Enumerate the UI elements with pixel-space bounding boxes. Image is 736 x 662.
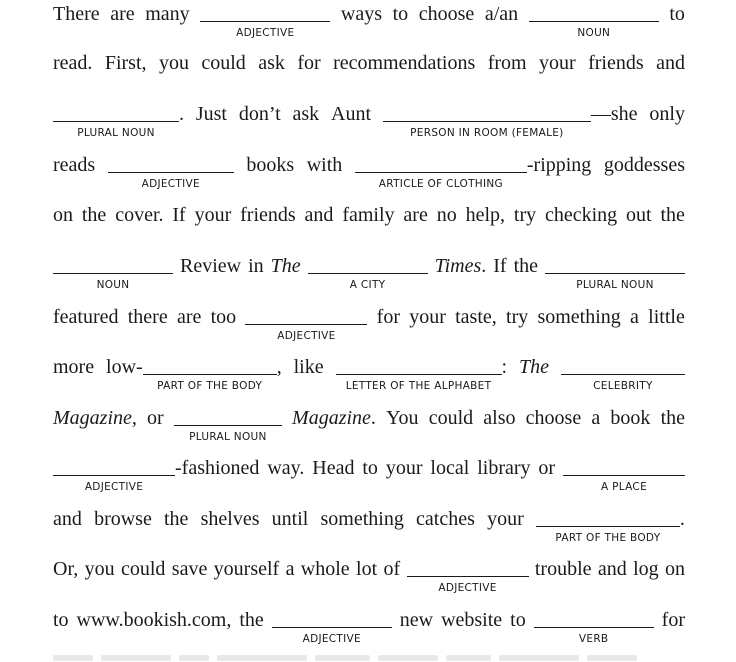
word: -ripping	[526, 154, 592, 176]
punctuation: .	[370, 407, 376, 429]
story-line-5	[53, 203, 685, 227]
punctuation: :	[501, 356, 508, 378]
blank-caption: LETTER OF THE ALPHABET	[345, 380, 492, 392]
word: something	[320, 508, 404, 530]
blank-line	[53, 475, 175, 476]
word: are	[403, 204, 428, 226]
blank-caption: ADJECTIVE	[236, 27, 295, 39]
word: of	[383, 558, 401, 580]
word: to	[669, 3, 685, 25]
word: you	[158, 52, 189, 74]
word: choose	[525, 407, 582, 429]
word: to	[53, 609, 69, 631]
word-group	[336, 355, 508, 392]
blank-caption: PLURAL NOUN	[77, 127, 155, 139]
word: low-	[106, 356, 143, 378]
word: recommendations	[333, 52, 476, 74]
blank-adjective[interactable]	[53, 456, 175, 493]
blank-caption: ADJECTIVE	[302, 633, 361, 645]
word-italic: The	[270, 255, 301, 277]
word: read.	[53, 52, 93, 74]
blank-line	[407, 576, 529, 577]
word-group	[435, 254, 487, 278]
blank-adjective[interactable]	[245, 305, 367, 342]
word: way.	[267, 457, 305, 479]
word-group	[355, 153, 592, 190]
blank-line	[245, 324, 367, 325]
punctuation: ,	[131, 407, 137, 429]
word: could	[201, 52, 246, 74]
blank-line	[534, 627, 654, 628]
word-group	[292, 406, 376, 430]
word: to	[392, 3, 409, 25]
word: too	[210, 306, 237, 328]
blank-line	[336, 374, 502, 375]
word-group	[53, 406, 137, 430]
story-line-8	[53, 355, 685, 392]
blank-line	[308, 273, 428, 274]
blank-part-of-the-body[interactable]	[143, 355, 277, 392]
blank-line	[561, 374, 685, 375]
blank-plural-noun[interactable]	[174, 406, 282, 443]
word: the	[164, 508, 189, 530]
word: something	[537, 306, 621, 328]
word: and	[304, 204, 334, 226]
blank-caption: ARTICLE OF CLOTHING	[378, 178, 503, 190]
word: on	[665, 558, 685, 580]
word: Aunt	[331, 103, 372, 125]
word-group	[383, 102, 638, 139]
word: —she	[590, 103, 638, 125]
word: the	[660, 407, 685, 429]
word: on	[53, 204, 73, 226]
blank-line	[143, 374, 277, 375]
word: Review	[179, 255, 242, 277]
word-italic: Magazine	[53, 407, 132, 429]
blank-caption: PERSON IN ROOM (FEMALE)	[410, 127, 564, 139]
word: browse	[94, 508, 152, 530]
word: or	[538, 457, 556, 479]
blank-adjective[interactable]	[407, 557, 529, 594]
word: more	[53, 356, 95, 378]
word: local	[430, 457, 470, 479]
word: catches	[416, 508, 475, 530]
word: your	[539, 52, 576, 74]
word: no	[436, 204, 457, 226]
word: a	[285, 558, 295, 580]
word-italic: The	[519, 356, 550, 378]
story-line-11	[53, 507, 685, 544]
blank-line	[174, 425, 282, 426]
word: you	[84, 558, 115, 580]
word: your	[487, 508, 524, 530]
word: yourself	[213, 558, 280, 580]
word: your	[409, 306, 446, 328]
word: the	[81, 204, 107, 226]
word: family	[342, 204, 395, 226]
blank-noun[interactable]	[53, 254, 173, 291]
word: with	[306, 154, 343, 176]
blank-letter-of-the-alphabet[interactable]	[336, 355, 502, 392]
blank-a-place[interactable]	[563, 456, 685, 493]
word: new	[399, 609, 434, 631]
word: a/an	[484, 3, 519, 25]
blank-caption: VERB	[578, 633, 609, 645]
blank-line	[545, 273, 685, 274]
blank-verb[interactable]	[534, 608, 654, 645]
word: lot	[356, 558, 378, 580]
word: there	[127, 306, 168, 328]
punctuation: .	[179, 103, 184, 125]
word-italic: Times	[434, 255, 482, 277]
blank-noun[interactable]	[529, 2, 659, 39]
word: your	[194, 204, 232, 226]
word-group	[53, 456, 260, 493]
word: try	[506, 306, 529, 328]
word: and	[656, 52, 685, 74]
word-group	[536, 507, 685, 544]
blank-caption: A PLACE	[600, 481, 648, 493]
punctuation: ,	[276, 356, 282, 378]
word: taste,	[455, 306, 497, 328]
word: to	[510, 609, 526, 631]
word: save	[171, 558, 208, 580]
word: trouble	[534, 558, 592, 580]
word: book	[610, 407, 651, 429]
blank-line	[53, 121, 179, 122]
word: also	[483, 407, 516, 429]
word: could	[428, 407, 474, 429]
blank-caption: ADJECTIVE	[141, 178, 200, 190]
word: don’t	[238, 103, 281, 125]
word: checking	[544, 204, 618, 226]
word: reads	[53, 154, 96, 176]
word: website	[441, 609, 503, 631]
word: many	[145, 3, 190, 25]
story-line-1	[53, 2, 685, 39]
word: to	[362, 457, 378, 479]
word: ask	[292, 103, 320, 125]
word: www.bookish.com,	[76, 609, 232, 631]
blank-a-city[interactable]	[308, 254, 428, 291]
blank-line	[355, 172, 527, 173]
word: You	[386, 407, 419, 429]
word: like	[293, 356, 324, 378]
blank-line	[200, 21, 330, 22]
story-line-2	[53, 51, 685, 75]
word: There	[53, 3, 100, 25]
word: from	[487, 52, 527, 74]
blank-line	[108, 172, 234, 173]
blank-line	[536, 526, 680, 527]
word: featured	[53, 306, 119, 328]
word: could	[121, 558, 166, 580]
blank-plural-noun[interactable]	[545, 254, 685, 291]
word: in	[248, 255, 264, 277]
word-italic: Magazine	[292, 407, 371, 429]
story-line-13	[53, 608, 685, 645]
word: a	[630, 306, 639, 328]
word: the	[239, 609, 264, 631]
blank-caption: PART OF THE BODY	[157, 380, 263, 392]
word: try	[513, 204, 537, 226]
word: whole	[300, 558, 350, 580]
word: goddesses	[603, 154, 685, 176]
blank-caption: CELEBRITY	[593, 380, 653, 392]
word: are	[176, 306, 202, 328]
blank-caption: PLURAL NOUN	[189, 431, 267, 443]
word: books	[246, 154, 295, 176]
word-group	[106, 355, 282, 392]
word: friends	[240, 204, 296, 226]
blank-line	[529, 21, 659, 22]
blank-line	[383, 121, 591, 122]
blank-caption: A CITY	[349, 279, 386, 291]
punctuation: .	[481, 255, 487, 277]
word: for	[297, 52, 321, 74]
blank-adjective[interactable]	[108, 153, 234, 190]
word: only	[649, 103, 685, 125]
word: are	[110, 3, 135, 25]
blank-part-of-the-body[interactable]	[536, 507, 680, 544]
word: for	[661, 609, 685, 631]
word: log	[633, 558, 659, 580]
word: First,	[104, 52, 147, 74]
word: friends	[588, 52, 644, 74]
blank-plural-noun[interactable]	[53, 102, 179, 139]
word: -fashioned	[175, 457, 260, 479]
word: If	[172, 204, 186, 226]
word: library	[477, 457, 531, 479]
word: ways	[340, 3, 382, 25]
blank-caption: NOUN	[96, 279, 130, 291]
word: your	[385, 457, 423, 479]
word: or	[147, 407, 164, 429]
blank-caption: ADJECTIVE	[438, 582, 497, 594]
word: out	[626, 204, 652, 226]
blank-caption: PLURAL NOUN	[576, 279, 654, 291]
word: cover.	[115, 204, 164, 226]
blank-line	[563, 475, 685, 476]
word: for	[376, 306, 400, 328]
story-line-3	[53, 102, 685, 139]
blank-line	[272, 627, 392, 628]
blank-caption: ADJECTIVE	[84, 481, 144, 493]
word: Or,	[53, 558, 79, 580]
word: and	[53, 508, 82, 530]
blank-article-of-clothing[interactable]	[355, 153, 527, 190]
word: the	[660, 204, 685, 226]
word: help,	[465, 204, 506, 226]
word: and	[597, 558, 627, 580]
story-line-9	[53, 406, 685, 443]
word: shelves	[200, 508, 260, 530]
word: If	[493, 255, 507, 277]
word: choose	[418, 3, 475, 25]
blank-adjective[interactable]	[272, 608, 392, 645]
blank-line	[53, 273, 173, 274]
story-line-10	[53, 456, 685, 493]
story-line-12	[53, 557, 685, 594]
word: Just	[195, 103, 227, 125]
word-group	[53, 102, 184, 139]
blank-caption: NOUN	[577, 27, 611, 39]
story-line-6	[53, 254, 685, 291]
blank-person-in-room[interactable]	[383, 102, 591, 139]
word: the	[513, 255, 538, 277]
punctuation: .	[679, 508, 685, 530]
word: ask	[258, 52, 285, 74]
blank-caption: PART OF THE BODY	[555, 532, 661, 544]
blank-adjective[interactable]	[200, 2, 330, 39]
story-line-4	[53, 153, 685, 190]
word: until	[271, 508, 309, 530]
word: little	[648, 306, 685, 328]
word: a	[591, 407, 601, 429]
blank-celebrity[interactable]	[561, 355, 685, 392]
blank-caption: ADJECTIVE	[277, 330, 336, 342]
story-line-7	[53, 305, 685, 342]
word: Head	[312, 457, 355, 479]
